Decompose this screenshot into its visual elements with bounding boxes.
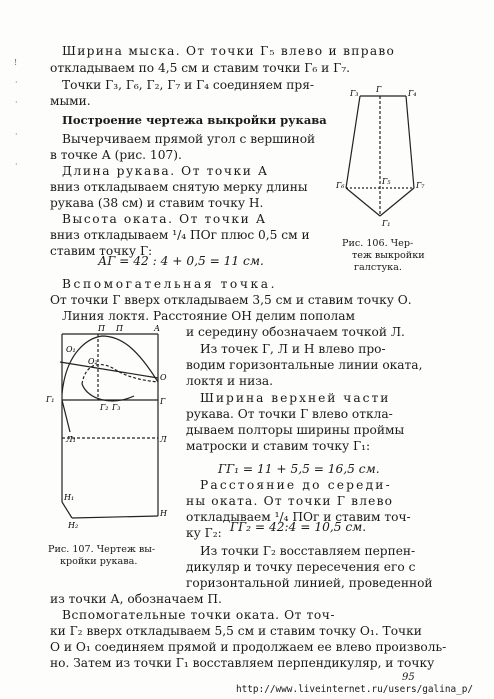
text-line: водим горизонтальные линии оката, [186,358,423,372]
text-line: дикуляр и точку пересечения его с [186,560,416,574]
text-line: Из точек Г, Л и Н влево про- [200,342,386,356]
text-line: Высота оката. От точки А [62,212,267,226]
text-line: откладываем по 4,5 см и ставим точки Г₆ и Г₇. [50,61,350,75]
text-line: и середину обозначаем точкой Л. [186,325,405,339]
figure-label: Г₃ [350,89,359,98]
figure-label: А [154,324,161,333]
text-line: Длина рукава. От точки А [62,164,269,178]
figure-caption: кройки рукава. [60,556,138,567]
figure-label: Л [160,435,167,444]
text-line: Точки Г₃, Г₆, Г₂, Г₇ и Г₄ соединяем пря- [62,78,315,92]
figure-label: Г₅ [382,177,391,186]
figure-label: Н₁ [64,493,75,502]
text-line: ку Г₂: [186,526,222,540]
figure-label: Г [160,397,166,406]
text-line: Ширина верхней части [200,391,391,405]
figure-label: О [160,373,167,382]
text-line: в точке А (рис. 107). [50,148,182,162]
figure-label: Н [160,509,167,518]
figure-caption: теж выкройки [352,250,425,261]
figure-caption: Рис. 106. Чер- [342,238,414,249]
figure-label: Г₁ [46,395,55,404]
text-line: матроски и ставим точку Г₁: [186,439,371,453]
text-line: Ширина мыска. От точки Г₅ влево и вправо [62,44,396,58]
figure-label: Л₁ [66,435,76,444]
figure-label: Н₂ [68,521,79,530]
figure-label: Г₇ [416,181,425,190]
figure-label: Г [376,85,382,94]
text-line: О и О₁ соединяем прямой и продолжаем ее влево произволь- [50,640,447,654]
text-line: Вспомогательные точки оката. От точ- [62,608,336,622]
figure-label: П [116,324,123,333]
formula: АГ = 42 : 4 + 0,5 = 11 см. [98,254,264,268]
figure-label: О₂ [88,357,98,366]
text-line: Вычерчиваем прямой угол с вершиной [62,132,316,146]
figure-106-tie-pattern [330,84,430,234]
text-line: Расстояние до середи- [200,478,392,492]
figure-107-sleeve-pattern [42,322,172,532]
figure-label: Г₁ [382,219,391,228]
margin-mark: · [15,78,18,87]
formula: ГГ₁ = 11 + 5,5 = 16,5 см. [218,462,380,476]
formula: ГГ₂ = 42:4 = 10,5 см. [230,520,367,534]
text-line: вниз откладываем ¹/₄ ПОг плюс 0,5 см и [50,228,310,242]
margin-mark: · [15,130,18,139]
text-line: рукава (38 см) и ставим точку Н. [50,196,264,210]
page-number: 95 [402,672,415,683]
source-url[interactable]: http://www.liveinternet.ru/users/galina_p/ [236,684,474,695]
figure-label: Г₄ [408,89,417,98]
text-line: локтя и низа. [186,374,274,388]
margin-mark: ! [14,58,18,67]
text-line: из точки А, обозначаем П. [50,592,222,606]
text-line: мыми. [50,94,91,108]
figure-caption: галстука. [354,262,402,273]
text-line: Линия локтя. Расстояние ОН делим пополам [62,309,356,323]
figure-label: О₁ [66,345,76,354]
text-line: дываем полторы ширины проймы [186,423,405,437]
margin-mark: · [15,160,18,169]
text-line: вниз откладываем снятую мерку длины [50,180,308,194]
text-line: ставим точку Г: [50,244,153,258]
text-line: ки Г₂ вверх откладываем 5,5 см и ставим точку О₁. Точки [50,624,422,638]
text-line: ны оката. От точки Г влево [186,494,394,508]
figure-label: П [98,324,105,333]
figure-label: Г₆ [336,181,345,190]
text-line: горизонтальной линией, проведенной [186,576,433,590]
text-line: Из точки Г₂ восставляем перпен- [200,544,416,558]
text-line: От точки Г вверх откладываем 3,5 см и ставим точку О. [50,293,412,307]
text-line: откладываем ¹/₄ ПОг и ставим точ- [186,510,411,524]
text-line: Вспомогательная точка. [62,277,278,291]
text-line: рукава. От точки Г влево откла- [186,407,393,421]
figure-caption: Рис. 107. Чертеж вы- [48,544,156,555]
figure-label: Г₃ [112,403,121,412]
margin-mark: · [15,98,18,107]
text-line: но. Затем из точки Г₁ восставляем перпендикуляр, и точку [50,656,435,670]
section-heading: Построение чертежа выкройки рукава [62,113,327,127]
figure-label: Г₂ [100,403,109,412]
